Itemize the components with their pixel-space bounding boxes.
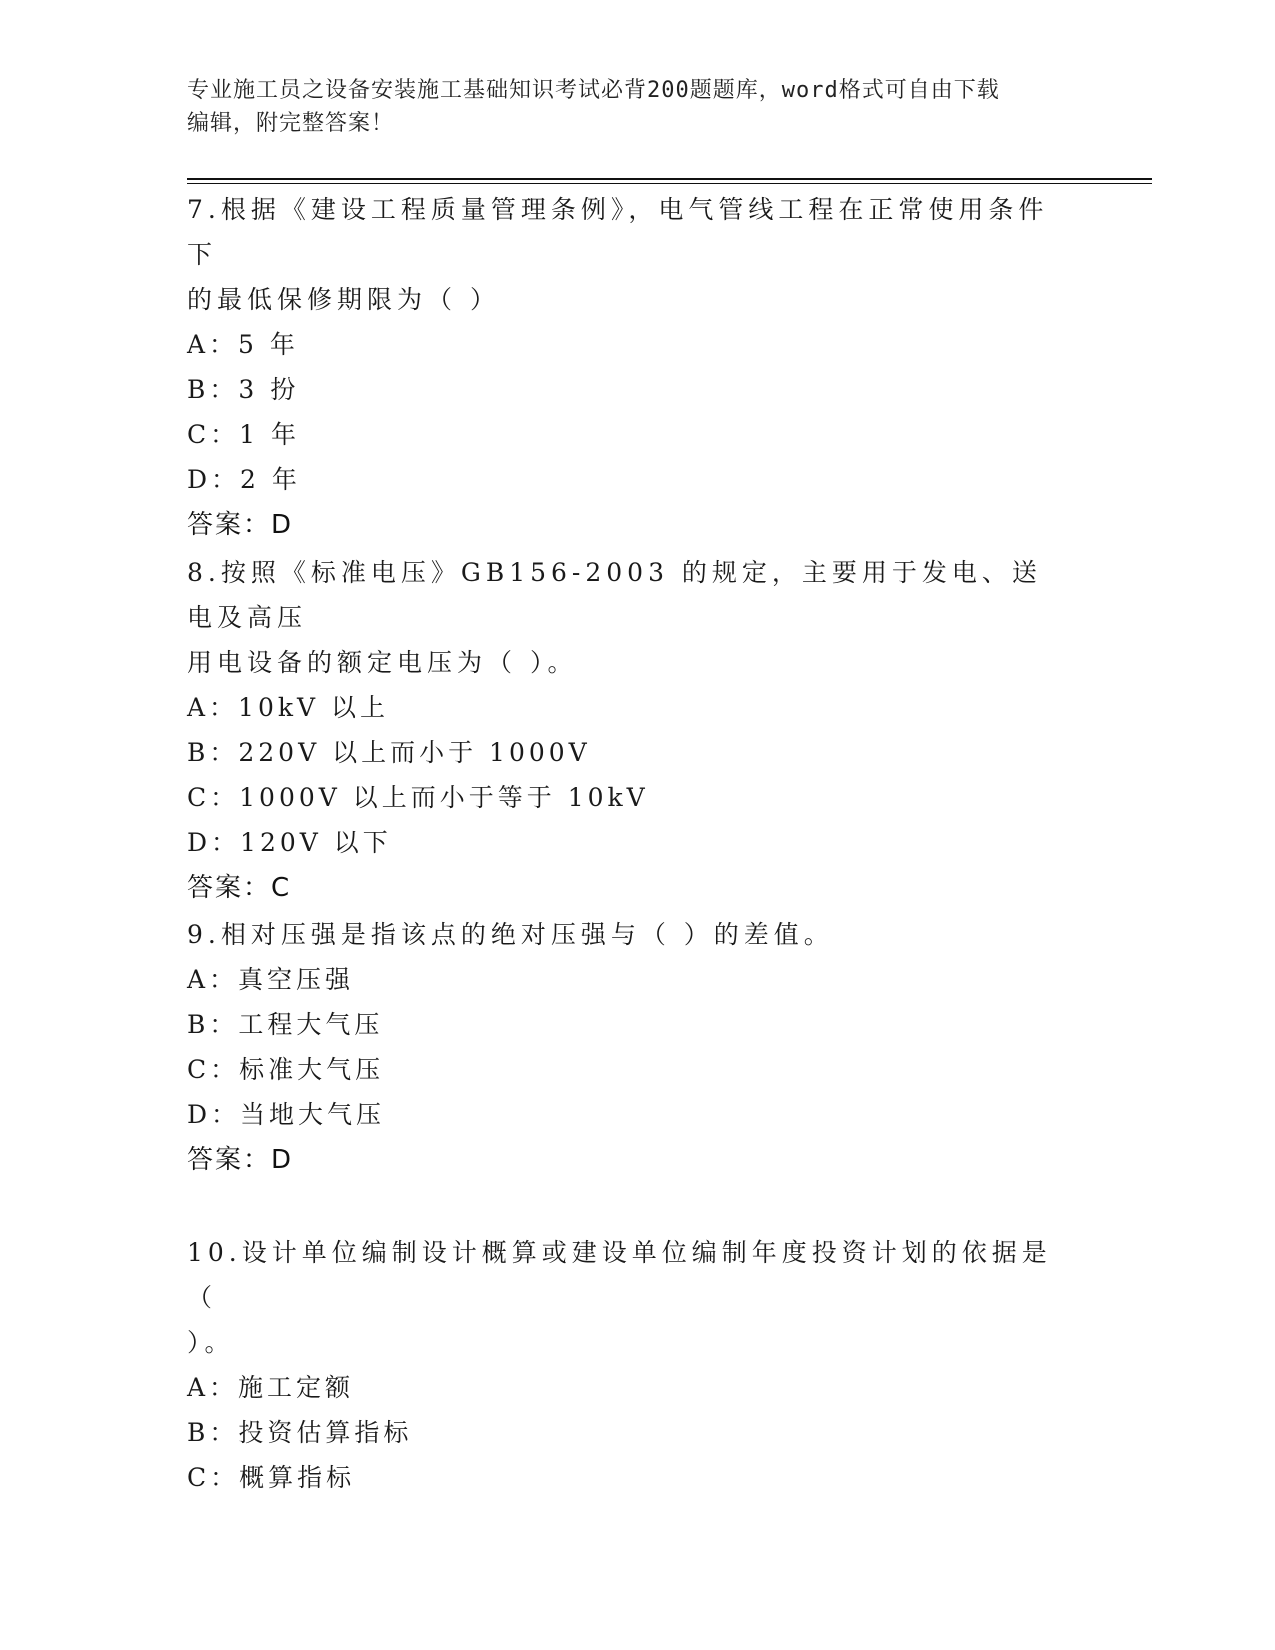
option-a: A：5 年 [187,330,299,359]
option-c: C：概算指标 [187,1463,356,1492]
header-divider-thin [187,183,1152,184]
document-header [187,74,1067,140]
option-d: D：2 年 [187,465,301,494]
question-9 [187,912,1067,1183]
header-divider-thick [187,178,1152,180]
answer-line: 答案：C [187,873,292,903]
header-line-1: 专业施工员之设备安装施工基础知识考试必背200题题库，word格式可自由下载 [187,78,1000,103]
option-b: B：3 扮 [187,375,300,404]
option-b: B：投资估算指标 [187,1418,413,1447]
question-stem-line: 8.按照《标准电压》GB156-2003 的规定，主要用于发电、送电及高压 [187,558,1042,632]
option-a: A：10kV 以上 [187,693,390,722]
option-c: C：标准大气压 [187,1055,385,1084]
option-a: A：真空压强 [187,965,355,994]
question-stem-line: ）。 [187,1328,235,1357]
question-stem-line: 用电设备的额定电压为（ ）。 [187,648,578,677]
answer-line: 答案：D [187,1145,294,1175]
header-line-2: 编辑，附完整答案！ [187,111,395,136]
option-d: D：当地大气压 [187,1100,386,1129]
question-10 [187,1230,1067,1500]
option-c: C：1 年 [187,420,300,449]
option-c: C：1000V 以上而小于等于 10kV [187,783,649,812]
question-stem-line: 7.根据《建设工程质量管理条例》，电气管线工程在正常使用条件下 [187,195,1049,269]
question-7 [187,187,1067,548]
question-stem-line: 10.设计单位编制设计概算或建设单位编制年度投资计划的依据是（ [187,1238,1052,1312]
answer-line: 答案：D [187,510,294,540]
option-b: B：工程大气压 [187,1010,384,1039]
question-stem-line: 9.相对压强是指该点的绝对压强与（ ）的差值。 [187,920,834,949]
option-a: A：施工定额 [187,1373,355,1402]
question-8 [187,550,1067,911]
question-stem-line: 的最低保修期限为（ ） [187,285,500,314]
option-b: B：220V 以上而小于 1000V [187,738,591,767]
option-d: D：120V 以下 [187,828,392,857]
